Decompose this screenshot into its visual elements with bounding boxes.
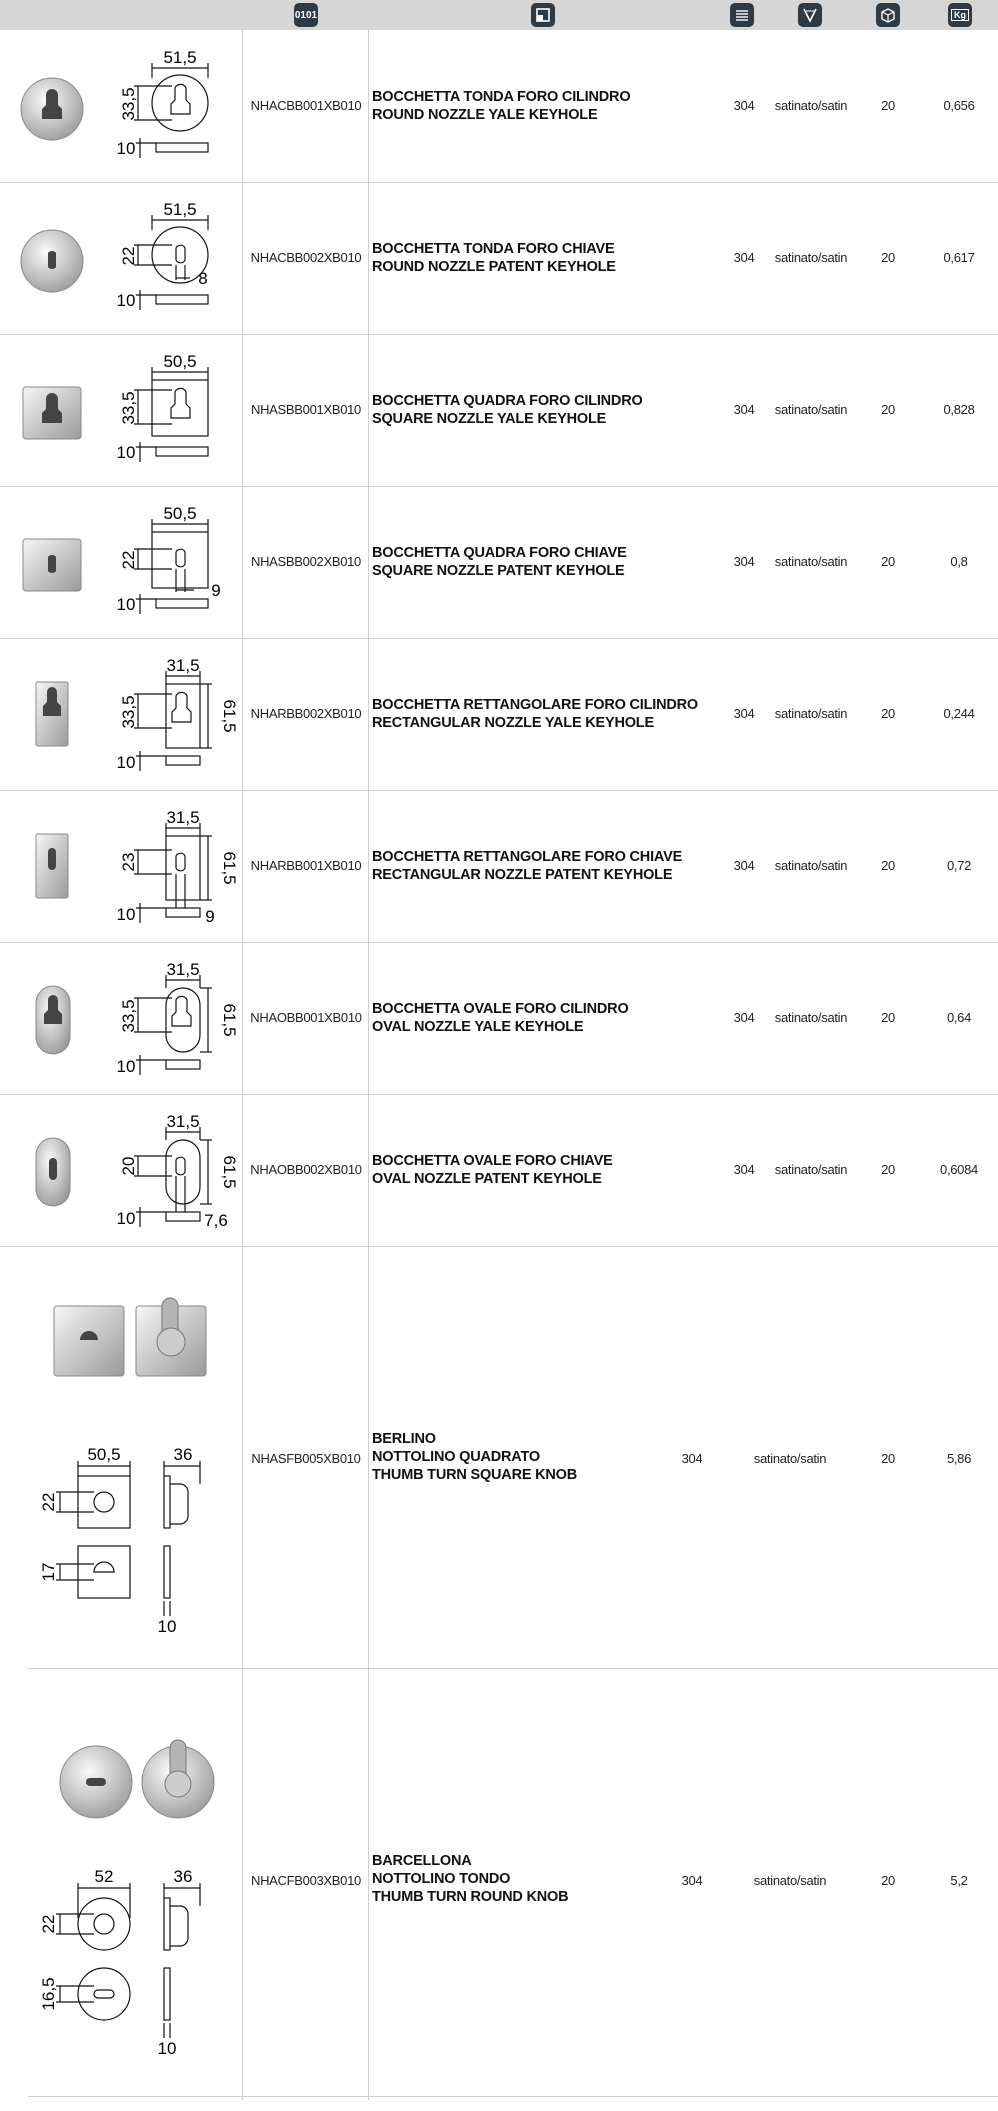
dim-height: 33,5 bbox=[119, 391, 138, 425]
table-row bbox=[0, 638, 998, 790]
description-it: BOCCHETTA TONDA FORO CILINDRO bbox=[372, 89, 631, 105]
weight: 0,244 bbox=[943, 706, 975, 721]
product-description bbox=[372, 392, 732, 428]
description-it: BOCCHETTA OVALE FORO CHIAVE bbox=[372, 1153, 613, 1169]
dim-width: 52 bbox=[94, 1867, 114, 1886]
technical-drawing bbox=[110, 1102, 239, 1242]
weight: 5,2 bbox=[950, 1873, 968, 1888]
description-en: OVAL NOZZLE PATENT KEYHOLE bbox=[372, 1171, 602, 1187]
description-it: BOCCHETTA QUADRA FORO CILINDRO bbox=[372, 393, 643, 409]
package-qty: 20 bbox=[881, 402, 895, 417]
product-description bbox=[372, 848, 732, 884]
row-separator bbox=[28, 2096, 998, 2097]
dim-width: 31,5 bbox=[166, 656, 200, 675]
product-photo-round-knob bbox=[56, 1732, 226, 1832]
dim-height: 20 bbox=[119, 1156, 138, 1176]
dim-width: 31,5 bbox=[166, 960, 200, 979]
material: 304 bbox=[733, 706, 755, 721]
package-icon bbox=[876, 3, 900, 27]
material: 304 bbox=[733, 1010, 755, 1025]
weight: 0,6084 bbox=[940, 1162, 978, 1177]
finish: satinato/satin bbox=[753, 1873, 827, 1888]
description-model: BERLINO bbox=[372, 1431, 436, 1447]
product-description bbox=[372, 544, 732, 580]
product-code: NHACBB002XB010 bbox=[250, 250, 362, 265]
dim-height: 22 bbox=[119, 550, 138, 570]
package-qty: 20 bbox=[881, 250, 895, 265]
material: 304 bbox=[733, 98, 755, 113]
dim-width: 50,5 bbox=[87, 1445, 121, 1464]
dim-length: 61,5 bbox=[220, 699, 239, 733]
product-description bbox=[372, 1152, 732, 1188]
table-row bbox=[0, 486, 998, 638]
table-row bbox=[0, 1668, 998, 2096]
dim-width: 50,5 bbox=[163, 504, 197, 523]
dim-depth: 36 bbox=[173, 1867, 193, 1886]
dim-depth: 36 bbox=[173, 1445, 193, 1464]
dim-height-bottom: 16,5 bbox=[39, 1977, 58, 2011]
description-en: RECTANGULAR NOZZLE YALE KEYHOLE bbox=[372, 715, 654, 731]
dim-keyhole: 9 bbox=[211, 581, 221, 600]
product-code: NHACBB001XB010 bbox=[250, 98, 362, 113]
package-qty: 20 bbox=[881, 1451, 895, 1466]
dim-thickness: 10 bbox=[116, 139, 136, 158]
package-qty: 20 bbox=[881, 98, 895, 113]
product-code: NHAOBB002XB010 bbox=[250, 1162, 362, 1177]
product-code: NHAOBB001XB010 bbox=[250, 1010, 362, 1025]
technical-drawing bbox=[110, 646, 239, 786]
weight-icon bbox=[948, 3, 972, 27]
technical-drawing bbox=[30, 1858, 220, 2058]
technical-drawing bbox=[110, 38, 235, 178]
material: 304 bbox=[733, 858, 755, 873]
dim-width: 31,5 bbox=[166, 808, 200, 827]
dim-length: 61,5 bbox=[220, 851, 239, 885]
product-code: NHARBB002XB010 bbox=[250, 706, 362, 721]
product-photo-square bbox=[20, 381, 84, 445]
finish: satinato/satin bbox=[774, 98, 848, 113]
code-icon bbox=[294, 3, 318, 27]
weight: 0,617 bbox=[943, 250, 975, 265]
description-en: RECTANGULAR NOZZLE PATENT KEYHOLE bbox=[372, 867, 673, 883]
technical-drawing bbox=[110, 342, 235, 482]
description-it: BOCCHETTA OVALE FORO CILINDRO bbox=[372, 1001, 629, 1017]
dim-width: 51,5 bbox=[163, 48, 197, 67]
dim-height: 23 bbox=[119, 852, 138, 872]
description-en: ROUND NOZZLE YALE KEYHOLE bbox=[372, 107, 598, 123]
dim-width: 50,5 bbox=[163, 352, 197, 371]
product-code: NHACFB003XB010 bbox=[251, 1873, 361, 1888]
finish: satinato/satin bbox=[774, 858, 848, 873]
product-description bbox=[372, 1000, 732, 1036]
description-it: BOCCHETTA QUADRA FORO CHIAVE bbox=[372, 545, 627, 561]
description-en: THUMB TURN SQUARE KNOB bbox=[372, 1467, 578, 1483]
dim-thickness: 10 bbox=[157, 1617, 177, 1636]
dim-thickness: 10 bbox=[116, 595, 136, 614]
description-en: SQUARE NOZZLE PATENT KEYHOLE bbox=[372, 563, 625, 579]
product-photo-oval bbox=[32, 982, 74, 1058]
dim-thickness: 10 bbox=[116, 291, 136, 310]
description-en: SQUARE NOZZLE YALE KEYHOLE bbox=[372, 411, 607, 427]
package-qty: 20 bbox=[881, 1873, 895, 1888]
technical-drawing bbox=[30, 1436, 220, 1636]
finish: satinato/satin bbox=[774, 402, 848, 417]
product-photo-oval bbox=[32, 1134, 74, 1210]
dim-thickness: 10 bbox=[116, 1057, 136, 1076]
product-description bbox=[372, 240, 732, 276]
product-photo-rectangular bbox=[32, 830, 72, 902]
weight: 5,86 bbox=[946, 1451, 972, 1466]
description-it: BOCCHETTA RETTANGOLARE FORO CILINDRO bbox=[372, 697, 699, 713]
table-row bbox=[0, 790, 998, 942]
table-row bbox=[0, 182, 998, 334]
dim-height: 22 bbox=[119, 246, 138, 266]
dim-length: 61,5 bbox=[220, 1003, 239, 1037]
table-row bbox=[0, 1246, 998, 1668]
dim-width: 51,5 bbox=[163, 200, 197, 219]
dim-height: 33,5 bbox=[119, 695, 138, 729]
description-en: THUMB TURN ROUND KNOB bbox=[372, 1889, 569, 1905]
finish: satinato/satin bbox=[753, 1451, 827, 1466]
dim-height-top: 22 bbox=[39, 1492, 58, 1512]
dim-height: 33,5 bbox=[119, 87, 138, 121]
material: 304 bbox=[733, 250, 755, 265]
weight: 0,72 bbox=[946, 858, 972, 873]
description-it: NOTTOLINO TONDO bbox=[372, 1871, 511, 1887]
table-row bbox=[0, 334, 998, 486]
technical-drawing bbox=[110, 494, 235, 634]
weight: 0,828 bbox=[943, 402, 975, 417]
finish: satinato/satin bbox=[774, 706, 848, 721]
technical-drawing bbox=[110, 950, 239, 1090]
product-photo-round bbox=[18, 75, 86, 143]
material: 304 bbox=[733, 402, 755, 417]
table-row bbox=[0, 1094, 998, 1246]
product-code: NHARBB001XB010 bbox=[250, 858, 362, 873]
dim-thickness: 10 bbox=[116, 443, 136, 462]
dim-height: 33,5 bbox=[119, 999, 138, 1033]
description-model: BARCELLONA bbox=[372, 1853, 472, 1869]
dim-length: 61,5 bbox=[220, 1155, 239, 1189]
table-header bbox=[0, 0, 998, 30]
product-photo-round bbox=[18, 227, 86, 295]
product-photo-rectangular bbox=[32, 678, 72, 750]
finish: satinato/satin bbox=[774, 1162, 848, 1177]
description-en: ROUND NOZZLE PATENT KEYHOLE bbox=[372, 259, 616, 275]
description-en: OVAL NOZZLE YALE KEYHOLE bbox=[372, 1019, 584, 1035]
material: 304 bbox=[681, 1451, 703, 1466]
description-it: NOTTOLINO QUADRATO bbox=[372, 1449, 540, 1465]
product-code: NHASBB001XB010 bbox=[251, 402, 361, 417]
table-row bbox=[0, 942, 998, 1094]
dim-thickness: 10 bbox=[116, 1209, 136, 1228]
finish-icon bbox=[798, 3, 822, 27]
dim-keyhole: 9 bbox=[205, 907, 215, 926]
technical-drawing bbox=[110, 190, 235, 330]
dim-thickness: 10 bbox=[157, 2039, 177, 2058]
weight: 0,8 bbox=[950, 554, 968, 569]
weight-icon-glyph: Kg bbox=[951, 9, 969, 21]
material: 304 bbox=[733, 1162, 755, 1177]
product-description bbox=[372, 696, 732, 732]
package-qty: 20 bbox=[881, 858, 895, 873]
product-photo-square-knob bbox=[50, 1296, 220, 1396]
table-row bbox=[0, 30, 998, 182]
product-description bbox=[372, 88, 732, 124]
product-icon bbox=[531, 3, 555, 27]
material: 304 bbox=[733, 554, 755, 569]
dim-height-top: 22 bbox=[39, 1914, 58, 1934]
product-code: NHASBB002XB010 bbox=[251, 554, 361, 569]
description-it: BOCCHETTA TONDA FORO CHIAVE bbox=[372, 241, 615, 257]
package-qty: 20 bbox=[881, 706, 895, 721]
weight: 0,64 bbox=[946, 1010, 972, 1025]
product-code: NHASFB005XB010 bbox=[251, 1451, 361, 1466]
package-qty: 20 bbox=[881, 1162, 895, 1177]
dim-width: 31,5 bbox=[166, 1112, 200, 1131]
dim-keyhole: 8 bbox=[198, 269, 208, 288]
package-qty: 20 bbox=[881, 1010, 895, 1025]
dim-thickness: 10 bbox=[116, 753, 136, 772]
material-icon bbox=[730, 3, 754, 27]
dim-thickness: 10 bbox=[116, 905, 136, 924]
finish: satinato/satin bbox=[774, 250, 848, 265]
material: 304 bbox=[681, 1873, 703, 1888]
weight: 0,656 bbox=[943, 98, 975, 113]
finish: satinato/satin bbox=[774, 554, 848, 569]
dim-keyhole: 7,6 bbox=[204, 1211, 228, 1230]
product-photo-square bbox=[20, 533, 84, 597]
dim-height-bottom: 17 bbox=[39, 1562, 58, 1582]
package-qty: 20 bbox=[881, 554, 895, 569]
finish: satinato/satin bbox=[774, 1010, 848, 1025]
technical-drawing bbox=[110, 798, 239, 938]
code-icon-glyph: 0101 bbox=[294, 9, 318, 21]
description-it: BOCCHETTA RETTANGOLARE FORO CHIAVE bbox=[372, 849, 683, 865]
